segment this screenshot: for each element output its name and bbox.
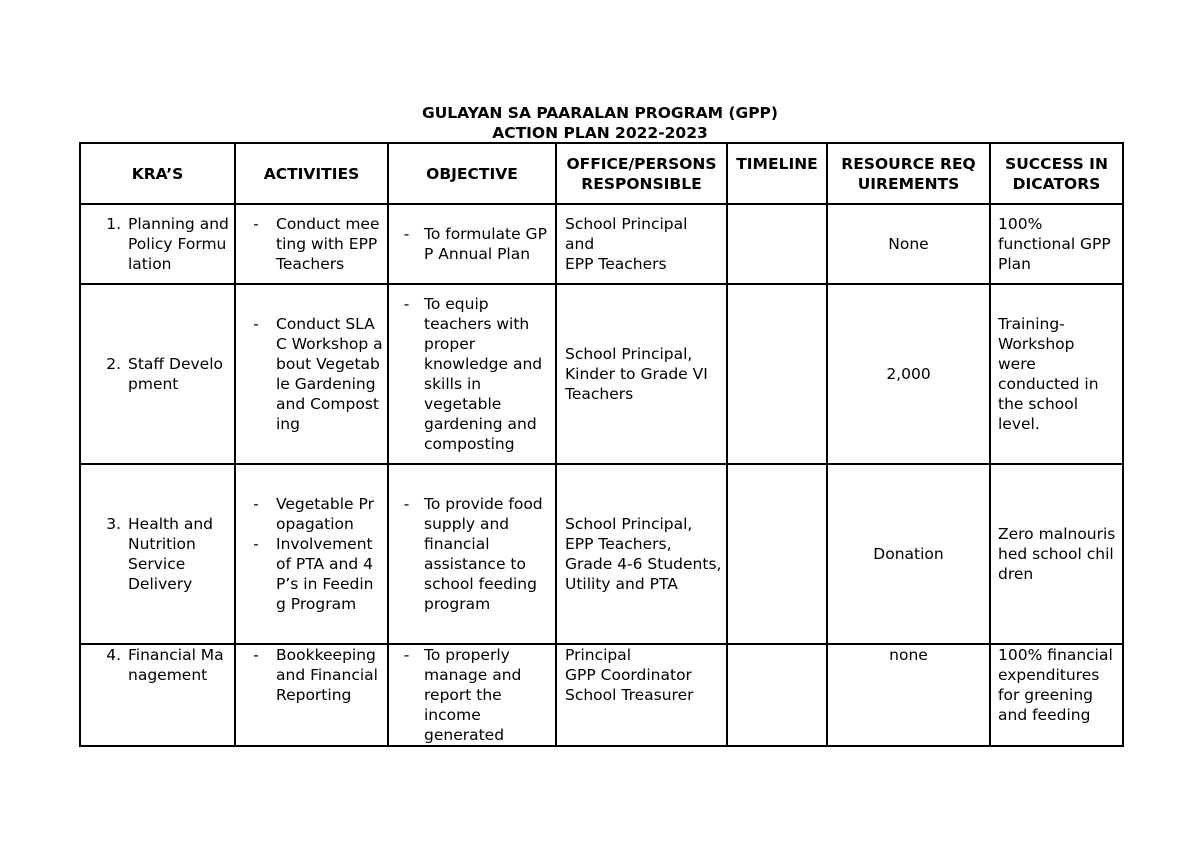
header-timeline: TIMELINE — [727, 143, 827, 204]
resource-cell — [827, 204, 990, 284]
dash-bullet-icon: - — [253, 215, 259, 233]
objective-cell — [388, 204, 556, 284]
kra-number: 4. — [106, 646, 121, 664]
table-row — [80, 644, 1123, 746]
office-text: School Principal, EPP Teachers, Grade 4-6 Students, Utility and PTA — [565, 515, 722, 593]
success-text: 100% financial expenditures for greening and feeding — [998, 646, 1113, 724]
office-cell — [556, 204, 727, 284]
resource-cell — [827, 464, 990, 644]
objective-item: To properly manage and report the income generated — [424, 646, 522, 744]
resource-text: None — [888, 235, 929, 253]
success-text: Training-Workshop were conducted in the school level. — [998, 315, 1099, 433]
office-cell — [556, 284, 727, 464]
objective-cell — [388, 644, 556, 746]
table-row — [80, 464, 1123, 644]
objective-item: To equip teachers with proper knowledge and skills in vegetable gardening and composting — [424, 295, 543, 453]
objective-cell — [388, 464, 556, 644]
activity-item: Vegetable Propagation — [276, 495, 374, 533]
activity-item: Bookkeeping and Financial Reporting — [276, 646, 378, 704]
activities-cell — [235, 204, 388, 284]
office-cell — [556, 464, 727, 644]
header-activities: ACTIVITIES — [235, 143, 388, 204]
action-plan-table — [79, 142, 1124, 747]
dash-bullet-icon: - — [253, 535, 259, 553]
dash-bullet-icon: - — [253, 646, 259, 664]
table-header-row — [80, 143, 1123, 204]
office-cell — [556, 644, 727, 746]
timeline-cell — [727, 464, 827, 644]
kra-cell — [80, 284, 235, 464]
objective-item: To formulate GPP Annual Plan — [424, 225, 547, 263]
kra-text: Health and Nutrition Service Delivery — [128, 515, 213, 593]
office-text: Principal GPP Coordinator School Treasurer — [565, 646, 694, 704]
success-text: 100% functional GPP Plan — [998, 215, 1111, 273]
objective-cell — [388, 284, 556, 464]
success-cell — [990, 644, 1123, 746]
activity-item: Conduct SLAC Workshop about Vegetable Gardening and Composting — [276, 315, 383, 433]
header-office: OFFICE/PERSONS RESPONSIBLE — [556, 143, 727, 204]
document-subtitle: ACTION PLAN 2022-2023 — [492, 124, 708, 142]
dash-bullet-icon: - — [403, 295, 410, 313]
success-cell — [990, 204, 1123, 284]
kra-cell — [80, 644, 235, 746]
header-kras: KRA’S — [80, 143, 235, 204]
office-text: School Principal and EPP Teachers — [565, 215, 688, 273]
kra-text: Planning and Policy Formulation — [128, 215, 229, 273]
timeline-cell — [727, 204, 827, 284]
success-text: Zero malnourished school children — [998, 525, 1116, 583]
activities-cell — [235, 284, 388, 464]
dash-bullet-icon: - — [403, 225, 410, 243]
success-cell — [990, 284, 1123, 464]
timeline-cell — [727, 284, 827, 464]
activity-item: Involvement of PTA and 4P’s in Feeding Program — [276, 535, 374, 613]
dash-bullet-icon: - — [253, 495, 259, 513]
header-success: SUCCESS INDICATORS — [990, 143, 1123, 204]
kra-cell — [80, 204, 235, 284]
header-objective: OBJECTIVE — [388, 143, 556, 204]
header-resource: RESOURCE REQUIREMENTS — [827, 143, 990, 204]
resource-text: none — [889, 646, 928, 664]
document-title: GULAYAN SA PAARALAN PROGRAM (GPP) — [421, 104, 778, 122]
success-cell — [990, 464, 1123, 644]
activities-cell — [235, 464, 388, 644]
table-row — [80, 204, 1123, 284]
table-row — [80, 284, 1123, 464]
office-text: School Principal, Kinder to Grade VI Teachers — [565, 345, 708, 403]
kra-number: 3. — [106, 515, 121, 533]
dash-bullet-icon: - — [253, 315, 259, 333]
kra-number: 2. — [106, 355, 121, 373]
dash-bullet-icon: - — [403, 646, 410, 664]
resource-cell — [827, 284, 990, 464]
resource-text: Donation — [873, 545, 944, 563]
kra-number: 1. — [106, 215, 121, 233]
activities-cell — [235, 644, 388, 746]
timeline-cell — [727, 644, 827, 746]
kra-text: Financial Management — [128, 646, 224, 684]
resource-cell — [827, 644, 990, 746]
kra-cell — [80, 464, 235, 644]
kra-text: Staff Development — [128, 355, 223, 393]
dash-bullet-icon: - — [403, 495, 410, 513]
objective-item: To provide food supply and financial assistance to school feeding program — [424, 495, 543, 613]
resource-text: 2,000 — [886, 365, 931, 383]
activity-item: Conduct meeting with EPP Teachers — [276, 215, 380, 273]
